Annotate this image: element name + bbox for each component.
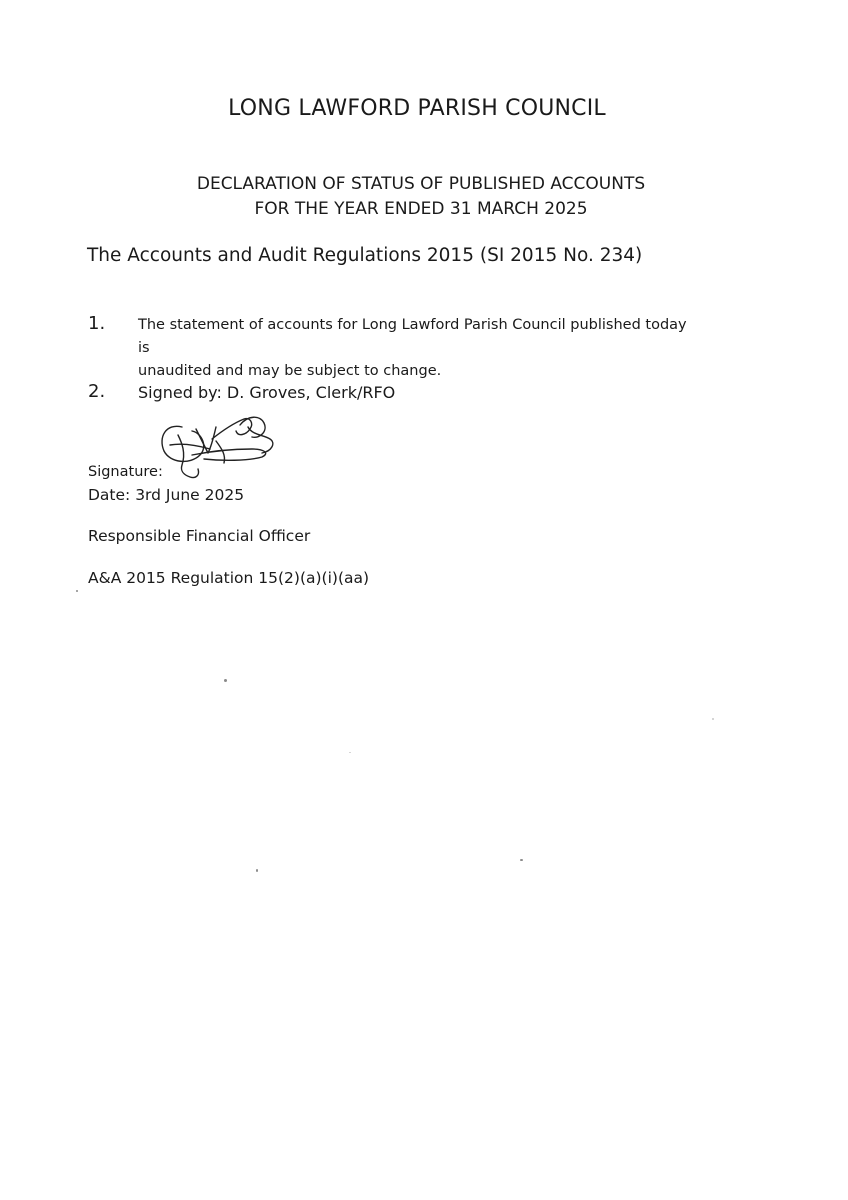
role-line: Responsible Financial Officer <box>88 527 311 545</box>
item-1-text-line2: unaudited and may be subject to change. <box>138 363 442 379</box>
regulations-heading: The Accounts and Audit Regulations 2015 (SI 2015 No. 234) <box>87 245 643 266</box>
regulation-reference: A&A 2015 Regulation 15(2)(a)(i)(aa) <box>88 569 370 587</box>
item-2-text: Signed by: D. Groves, Clerk/RFO <box>138 383 396 402</box>
scan-speck <box>224 679 227 682</box>
scan-speck <box>256 869 258 872</box>
item-1-text <box>138 314 698 383</box>
council-title: LONG LAWFORD PARISH COUNCIL <box>228 96 606 121</box>
declaration-title-line1: DECLARATION OF STATUS OF PUBLISHED ACCOUNTS <box>196 174 646 194</box>
scan-speck <box>349 752 351 753</box>
item-2-number: 2. <box>88 381 106 402</box>
signature-label: Signature: <box>88 464 163 480</box>
scan-speck <box>520 859 523 861</box>
handwritten-signature-icon <box>152 405 282 485</box>
declaration-title-line2: FOR THE YEAR ENDED 31 MARCH 2025 <box>254 199 588 219</box>
scan-speck <box>712 718 714 720</box>
declaration-title <box>0 172 842 222</box>
item-1-text-line1: The statement of accounts for Long Lawford Parish Council published today is <box>138 317 687 356</box>
item-1-number: 1. <box>88 313 106 334</box>
date-line: Date: 3rd June 2025 <box>88 486 245 504</box>
scan-speck <box>76 590 78 592</box>
